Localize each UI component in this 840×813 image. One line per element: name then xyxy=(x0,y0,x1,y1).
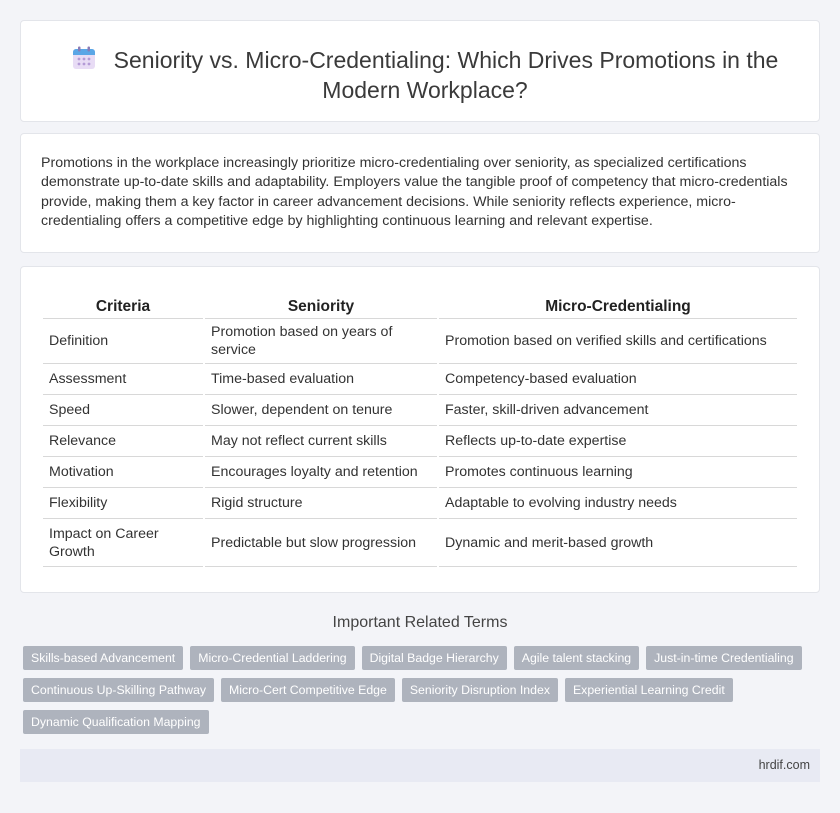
header-seniority: Seniority xyxy=(205,295,437,319)
related-term-tag[interactable]: Micro-Cert Competitive Edge xyxy=(221,678,395,702)
row-seniority: Rigid structure xyxy=(205,488,437,519)
related-term-tag[interactable]: Just-in-time Credentialing xyxy=(646,646,801,670)
calendar-icon xyxy=(72,46,96,70)
row-criteria: Definition xyxy=(43,319,203,364)
title-card xyxy=(20,20,820,122)
row-criteria: Relevance xyxy=(43,426,203,457)
row-micro-credentialing: Reflects up-to-date expertise xyxy=(439,426,797,457)
row-micro-credentialing: Competency-based evaluation xyxy=(439,364,797,395)
comparison-card xyxy=(20,266,820,593)
page-title: Seniority vs. Micro-Credentialing: Which Drives Promotions in the Modern Workplace? xyxy=(113,47,779,103)
row-criteria: Flexibility xyxy=(43,488,203,519)
row-seniority: Promotion based on years of service xyxy=(205,319,437,364)
row-seniority: Time-based evaluation xyxy=(205,364,437,395)
row-seniority: Predictable but slow progression xyxy=(205,519,437,567)
table-header-row xyxy=(43,295,797,319)
table-row xyxy=(43,519,797,567)
intro-paragraph: Promotions in the workplace increasingly prioritize micro-credentialing over seniority, as specialized certifications demonstrate up-to-date skills and adaptability. Employers value the tangible proof of competency that micro-credentials provide, making them a key factor in career advancement decisions. While seniority reflects experience, micro-credentialing offers a competitive edge by highlighting continuous learning and relevant expertise. xyxy=(41,155,788,230)
page-header xyxy=(51,45,799,105)
footer xyxy=(20,749,820,782)
row-micro-credentialing: Promotion based on verified skills and certifications xyxy=(439,319,797,364)
row-criteria: Impact on Career Growth xyxy=(43,519,203,567)
footer-site-link[interactable]: hrdif.com xyxy=(758,758,810,772)
related-term-tag[interactable]: Skills-based Advancement xyxy=(23,646,183,670)
row-micro-credentialing: Promotes continuous learning xyxy=(439,457,797,488)
intro-card xyxy=(20,133,820,253)
table-row xyxy=(43,426,797,457)
row-criteria: Assessment xyxy=(43,364,203,395)
row-criteria: Motivation xyxy=(43,457,203,488)
table-row xyxy=(43,395,797,426)
row-seniority: May not reflect current skills xyxy=(205,426,437,457)
row-micro-credentialing: Adaptable to evolving industry needs xyxy=(439,488,797,519)
related-term-tag[interactable]: Digital Badge Hierarchy xyxy=(362,646,507,670)
table-row xyxy=(43,364,797,395)
row-micro-credentialing: Dynamic and merit-based growth xyxy=(439,519,797,567)
table-row xyxy=(43,319,797,364)
row-seniority: Encourages loyalty and retention xyxy=(205,457,437,488)
related-term-tag[interactable]: Agile talent stacking xyxy=(514,646,639,670)
related-term-tag[interactable]: Micro-Credential Laddering xyxy=(190,646,354,670)
table-row xyxy=(43,457,797,488)
related-terms-list xyxy=(23,646,813,742)
related-term-tag[interactable]: Experiential Learning Credit xyxy=(565,678,733,702)
related-term-tag[interactable]: Continuous Up-Skilling Pathway xyxy=(23,678,214,702)
related-term-tag[interactable]: Seniority Disruption Index xyxy=(402,678,558,702)
row-seniority: Slower, dependent on tenure xyxy=(205,395,437,426)
row-criteria: Speed xyxy=(43,395,203,426)
row-micro-credentialing: Faster, skill-driven advancement xyxy=(439,395,797,426)
comparison-table xyxy=(41,295,799,567)
related-terms-title: Important Related Terms xyxy=(332,614,508,631)
related-term-tag[interactable]: Dynamic Qualification Mapping xyxy=(23,710,209,734)
header-criteria: Criteria xyxy=(43,295,203,319)
header-micro-credentialing: Micro-Credentialing xyxy=(439,295,797,319)
table-row xyxy=(43,488,797,519)
